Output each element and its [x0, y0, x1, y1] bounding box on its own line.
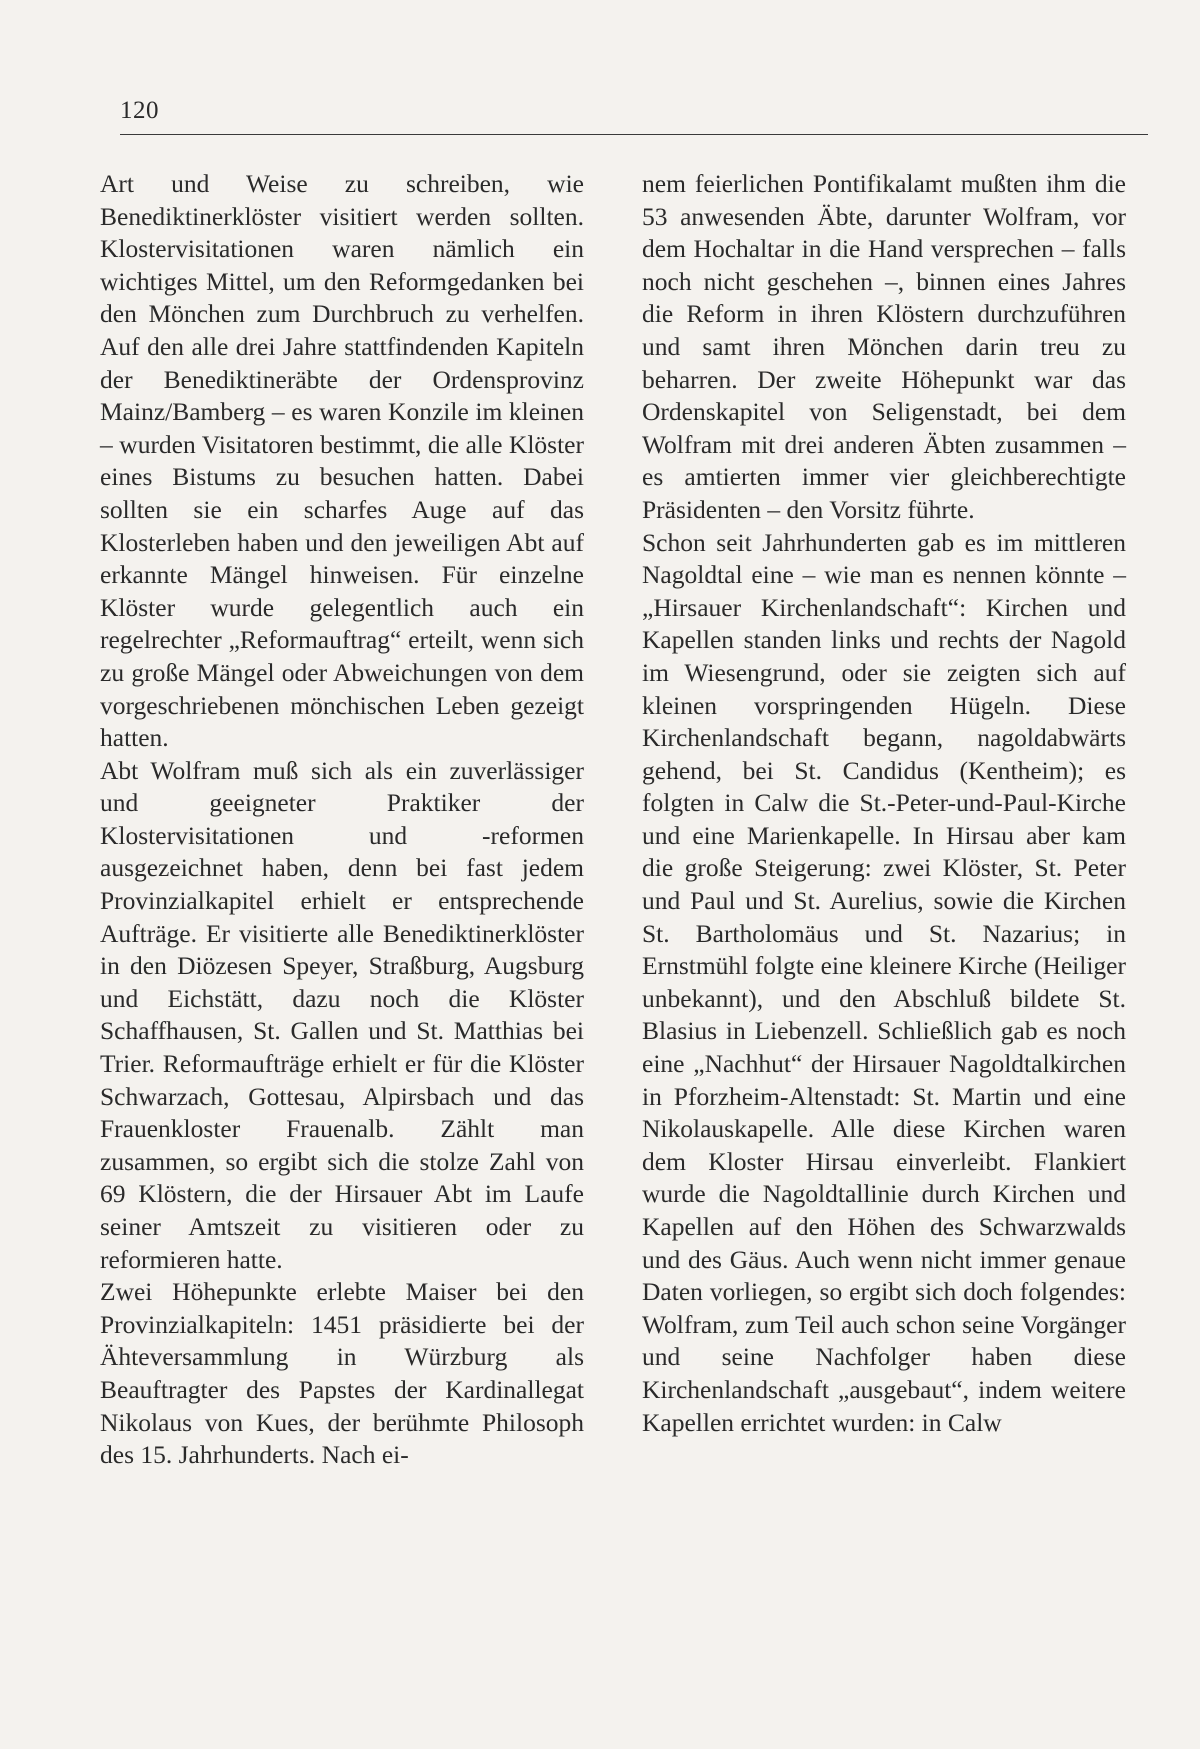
left-column: [100, 168, 584, 1472]
right-column: [642, 168, 1126, 1439]
left-paragraph-2: Abt Wolfram muß sich als ein zuverlässiger und geeigneter Praktiker der Klostervisitationen und -reformen ausgezeichnet haben, denn bei fast jedem Provinzialkapitel erhielt er entsprechende Aufträge. Er visitierte alle Benediktinerklöster in den Diözesen Speyer, Straßburg, Augsburg und Eichstätt, dazu noch die Klöster Schaffhausen, St. Gallen und St. Matthias bei Trier. Reformaufträge erhielt er für die Klöster Schwarzach, Gottesau, Alpirsbach und das Frauenkloster Frauenalb. Zählt man zusammen, so ergibt sich die stolze Zahl von 69 Klöstern, die der Hirsauer Abt im Laufe seiner Amtszeit zu visitieren oder zu reformieren hatte.: [100, 755, 584, 1274]
left-paragraph-3: Zwei Höhepunkte erlebte Maiser bei den Provinzialkapiteln: 1451 präsidierte bei der Ähteversammlung in Würzburg als Beauftragter des Papstes der Kardinallegat Nikolaus von Kues, der berühmte Philosoph des 15. Jahrhunderts. Nach ei-: [100, 1277, 584, 1470]
header-rule: [120, 134, 1148, 135]
right-paragraph-2: Schon seit Jahrhunderten gab es im mittleren Nagoldtal eine – wie man es nennen könnte – „Hirsauer Kirchenlandschaft“: Kirchen und Kapellen standen links und rechts der Nagold im Wiesengrund, oder sie zeigten sich auf kleinen vorspringenden Hügeln. Diese Kirchenlandschaft begann, nagoldabwärts gehend, bei St. Candidus (Kentheim); es folgten in Calw die St.-Peter-und-Paul-Kirche und eine Marienkapelle. In Hirsau aber kam die große Steigerung: zwei Klöster, St. Peter und Paul und St. Aurelius, sowie die Kirchen St. Bartholomäus und St. Nazarius; in Ernstmühl folgte eine kleinere Kirche (Heiliger unbekannt), und den Abschluß bildete St. Blasius in Liebenzell. Schließlich gab es noch eine „Nachhut“ der Hirsauer Nagoldtalkirchen in Pforzheim-Altenstadt: St. Martin und eine Nikolauskapelle. Alle diese Kirchen waren dem Kloster Hirsau einverleibt. Flankiert wurde die Nagoldtallinie durch Kirchen und Kapellen auf den Höhen des Schwarzwalds und des Gäus. Auch wenn nicht immer genaue Daten vorliegen, so ergibt sich doch folgendes: Wolfram, zum Teil auch schon seine Vorgänger und seine Nachfolger haben diese Kirchenlandschaft „ausgebaut“, indem weitere Kapellen errichtet wurden: in Calw: [642, 527, 1126, 1437]
right-paragraph-1: nem feierlichen Pontifikalamt mußten ihm die 53 anwesenden Äbte, darunter Wolfram, vor dem Hochaltar in die Hand versprechen – falls noch nicht geschehen –, binnen eines Jahres die Reform in ihren Klöstern durchzuführen und samt ihren Mönchen darin treu zu beharren. Der zweite Höhepunkt war das Ordenskapitel von Seligenstadt, bei dem Wolfram mit drei anderen Äbten zusammen – es amtierten immer vier gleichberechtigte Präsidenten – den Vorsitz führte.: [642, 169, 1126, 524]
left-paragraph-1: Art und Weise zu schreiben, wie Benediktinerklöster visitiert werden sollten. Klostervisitationen waren nämlich ein wichtiges Mittel, um den Reformgedanken bei den Mönchen zum Durchbruch zu verhelfen. Auf den alle drei Jahre stattfindenden Kapiteln der Benediktineräbte der Ordensprovinz Mainz/Bamberg – es waren Konzile im kleinen – wurden Visitatoren bestimmt, die alle Klöster eines Bistums zu besuchen hatten. Dabei sollten sie ein scharfes Auge auf das Klosterleben haben und den jeweiligen Abt auf erkannte Mängel hinweisen. Für einzelne Klöster wurde gelegentlich auch ein regelrechter „Reformauftrag“ erteilt, wenn sich zu große Mängel oder Abweichungen von dem vorgeschriebenen mönchischen Leben gezeigt hatten.: [100, 169, 584, 753]
page-number: 120: [120, 97, 159, 124]
